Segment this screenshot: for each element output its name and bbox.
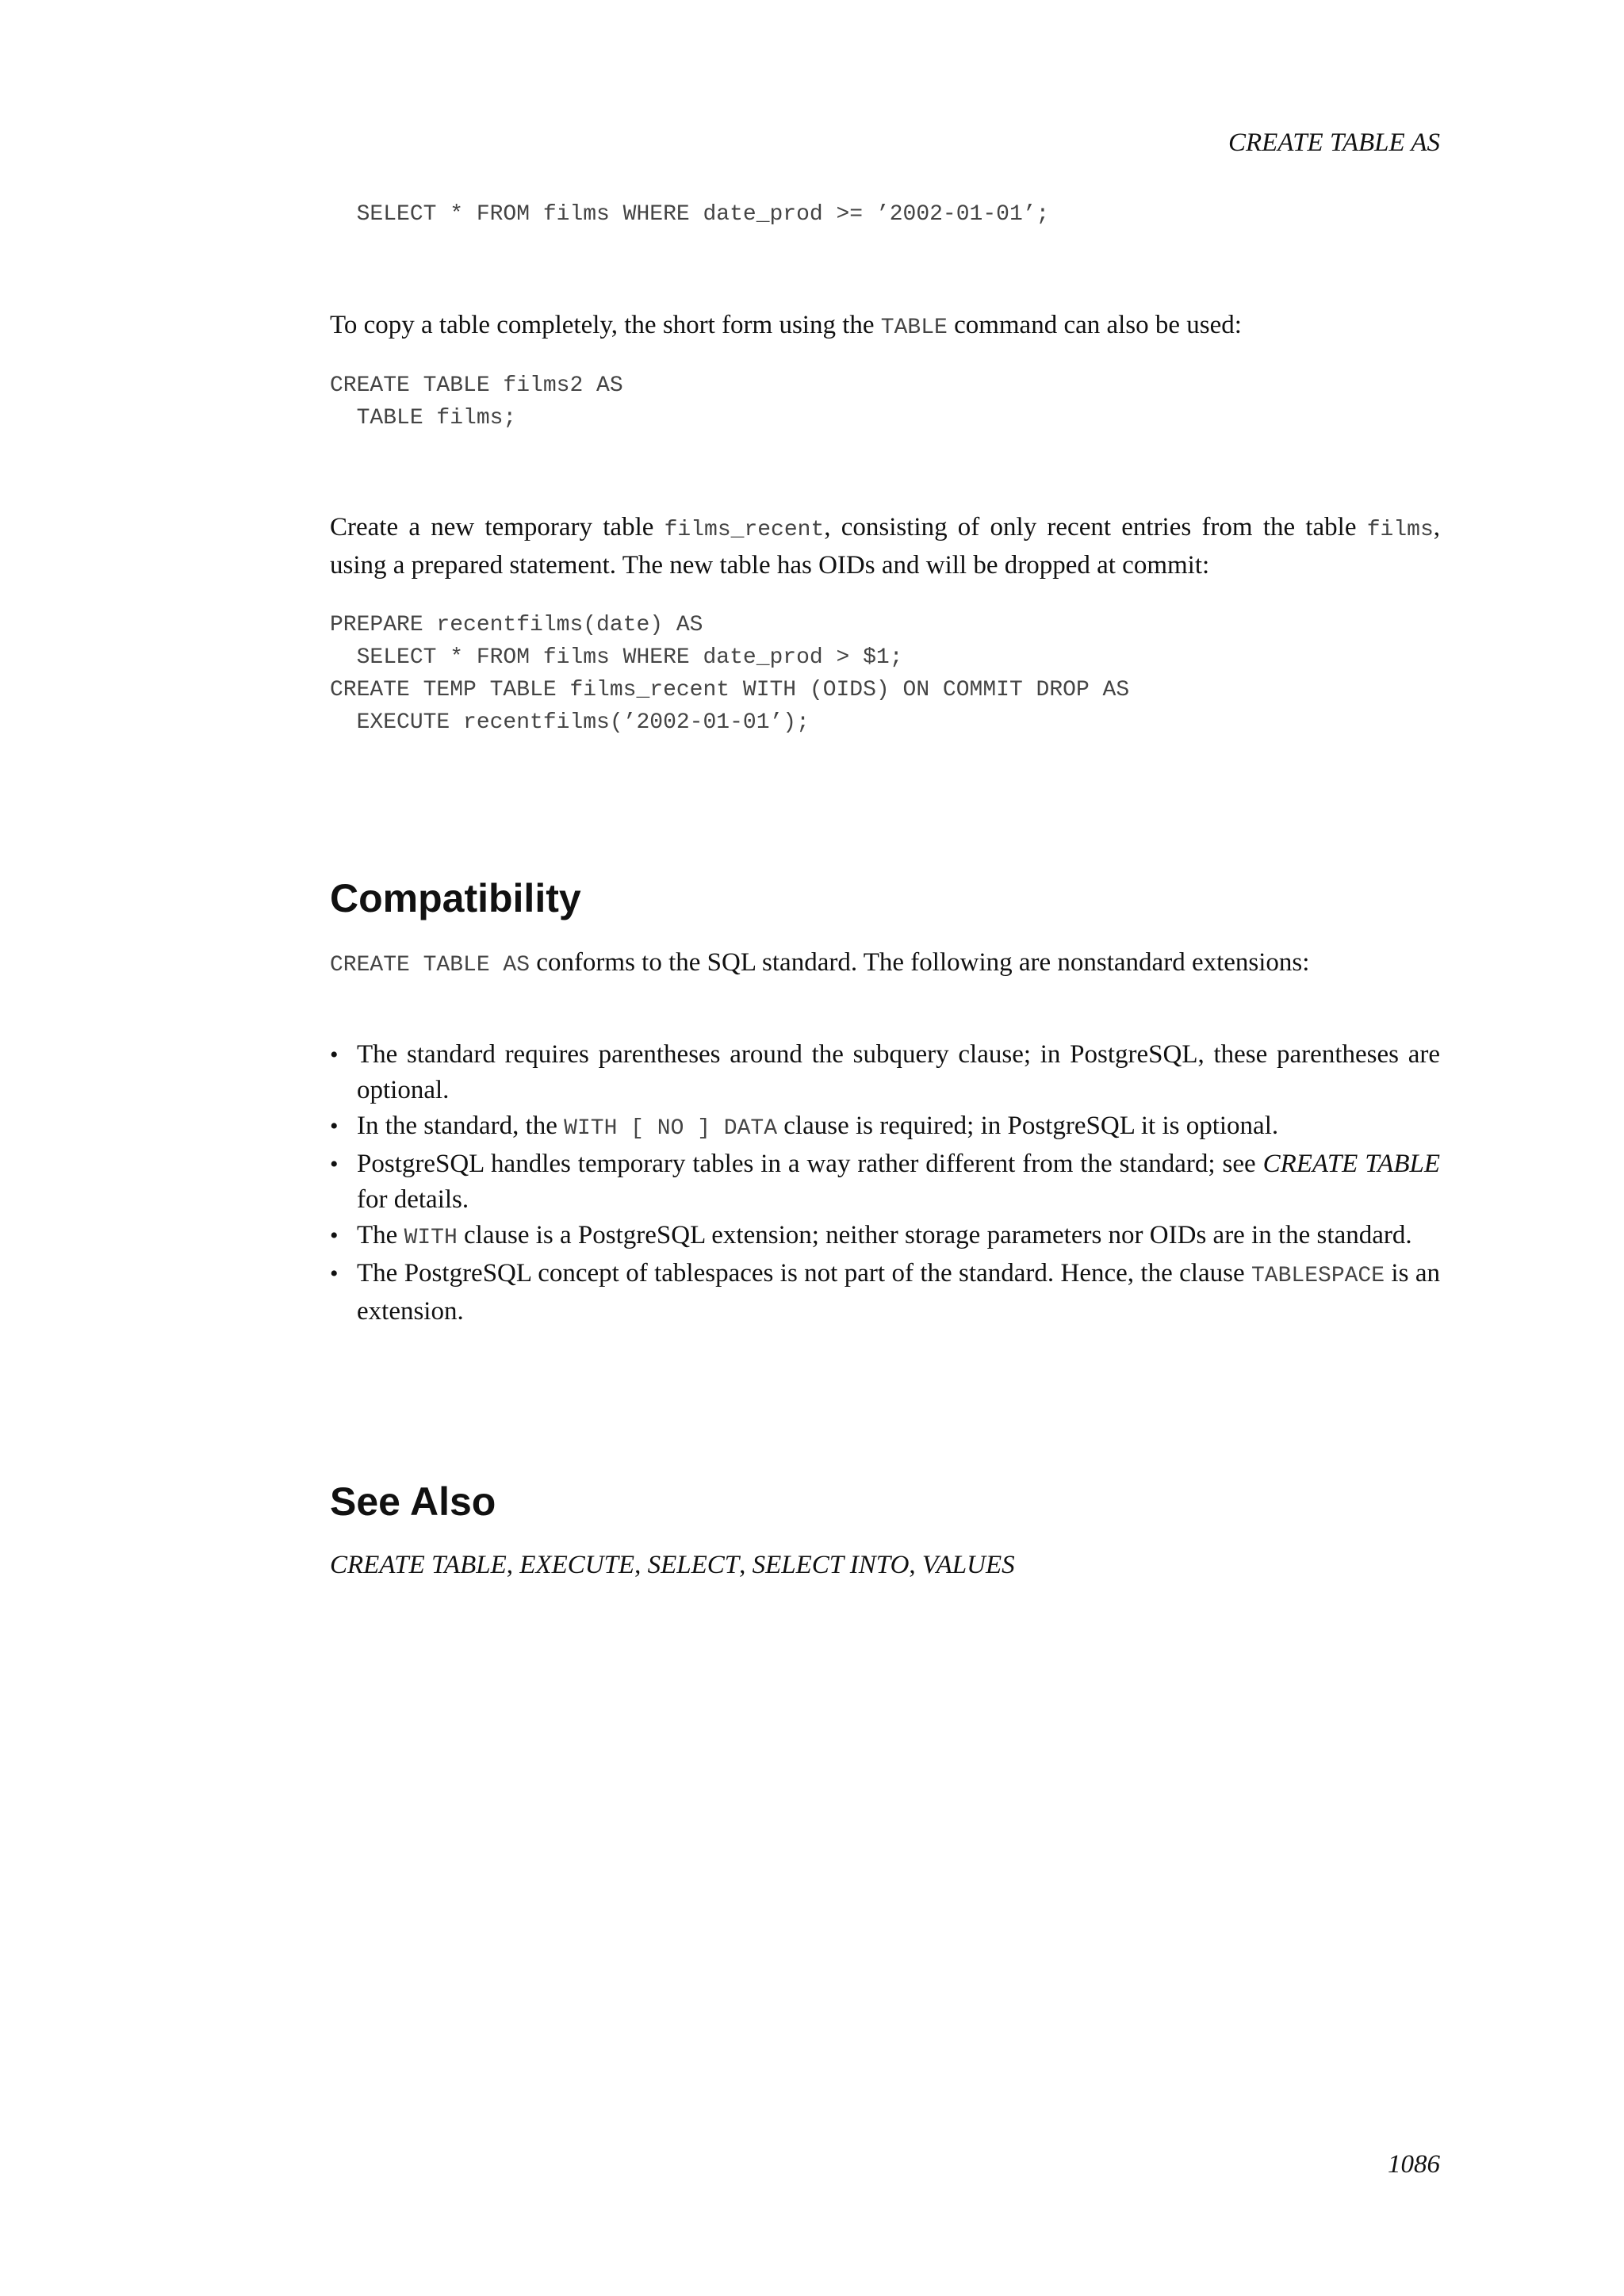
text: conforms to the SQL standard. The following are nonstandard extensions: xyxy=(530,948,1310,977)
link-values[interactable]: VALUES xyxy=(921,1551,1015,1579)
separator: , xyxy=(506,1551,520,1579)
text: The xyxy=(357,1221,404,1249)
inline-code: WITH xyxy=(404,1226,458,1250)
bullet-icon: • xyxy=(330,1261,339,1287)
bullet-icon: • xyxy=(330,1113,339,1139)
list-item xyxy=(330,1146,1440,1218)
list-item xyxy=(330,1256,1440,1330)
inline-code: films_recent xyxy=(664,518,825,542)
link-create-table[interactable]: CREATE TABLE xyxy=(1262,1150,1441,1178)
link-select[interactable]: SELECT xyxy=(647,1551,740,1579)
code-block-select xyxy=(330,198,1049,231)
section-heading-compatibility: Compatibility xyxy=(330,876,581,920)
code-block-create-films2: CREATE TABLE films2 AS TABLE films; xyxy=(330,373,623,430)
see-also-links xyxy=(330,1548,1440,1583)
paragraph-compatibility-intro xyxy=(330,945,1440,983)
text: In the standard, the xyxy=(357,1112,565,1140)
text: The PostgreSQL concept of tablespaces is not part of the standard. Hence, the clause xyxy=(357,1259,1251,1288)
page-number: 1086 xyxy=(1388,2150,1440,2179)
text: is an extension. xyxy=(357,1259,1440,1326)
separator: , xyxy=(909,1551,922,1579)
list-item xyxy=(330,1218,1440,1256)
text: clause is a PostgreSQL extension; neither storage parameters nor OIDs are in the standard. xyxy=(457,1221,1412,1249)
list-item xyxy=(330,1108,1440,1146)
link-select-into[interactable]: SELECT INTO xyxy=(752,1551,910,1579)
bullet-icon: • xyxy=(330,1151,339,1177)
text: for details. xyxy=(357,1185,469,1214)
running-head: CREATE TABLE AS xyxy=(1228,128,1440,157)
bullet-icon: • xyxy=(330,1223,339,1249)
text: command can also be used: xyxy=(947,311,1242,339)
link-execute[interactable]: EXECUTE xyxy=(519,1551,635,1579)
text: The standard requires parentheses around the subquery clause; in PostgreSQL, these parentheses are optional. xyxy=(357,1040,1440,1104)
text: clause is required; in PostgreSQL it is optional. xyxy=(777,1112,1279,1140)
inline-code: TABLESPACE xyxy=(1251,1264,1385,1288)
inline-code: TABLE xyxy=(880,316,948,340)
code-line: SELECT * FROM films WHERE date_prod >= ’2002-01-01’; xyxy=(330,202,1050,227)
compatibility-list xyxy=(330,1037,1440,1330)
text: , using a prepared statement. The new table has OIDs and will be dropped at commit: xyxy=(330,513,1440,580)
code-block-prepare: PREPARE recentfilms(date) AS SELECT * FROM films WHERE date_prod > $1; CREATE TEMP TABLE films_recent WITH (OIDS) ON COMMIT DROP AS EXECUTE recentfilms(’2002-01-01’); xyxy=(330,613,1130,735)
separator: , xyxy=(634,1551,648,1579)
list-item xyxy=(330,1037,1440,1108)
inline-code: WITH [ NO ] DATA xyxy=(564,1116,778,1141)
text: , consisting of only recent entries from the table xyxy=(824,513,1367,541)
paragraph-copy-table xyxy=(330,308,1440,346)
text: Create a new temporary table xyxy=(330,513,665,541)
separator: , xyxy=(739,1551,753,1579)
section-heading-see-also: See Also xyxy=(330,1479,496,1524)
inline-code: films xyxy=(1366,518,1434,542)
paragraph-temp-table xyxy=(330,510,1440,584)
link-create-table[interactable]: CREATE TABLE xyxy=(330,1551,507,1579)
bullet-icon: • xyxy=(330,1042,339,1068)
text: To copy a table completely, the short form using the xyxy=(330,311,881,339)
inline-code: CREATE TABLE AS xyxy=(330,953,530,978)
text: PostgreSQL handles temporary tables in a way rather different from the standard; see xyxy=(357,1150,1263,1178)
